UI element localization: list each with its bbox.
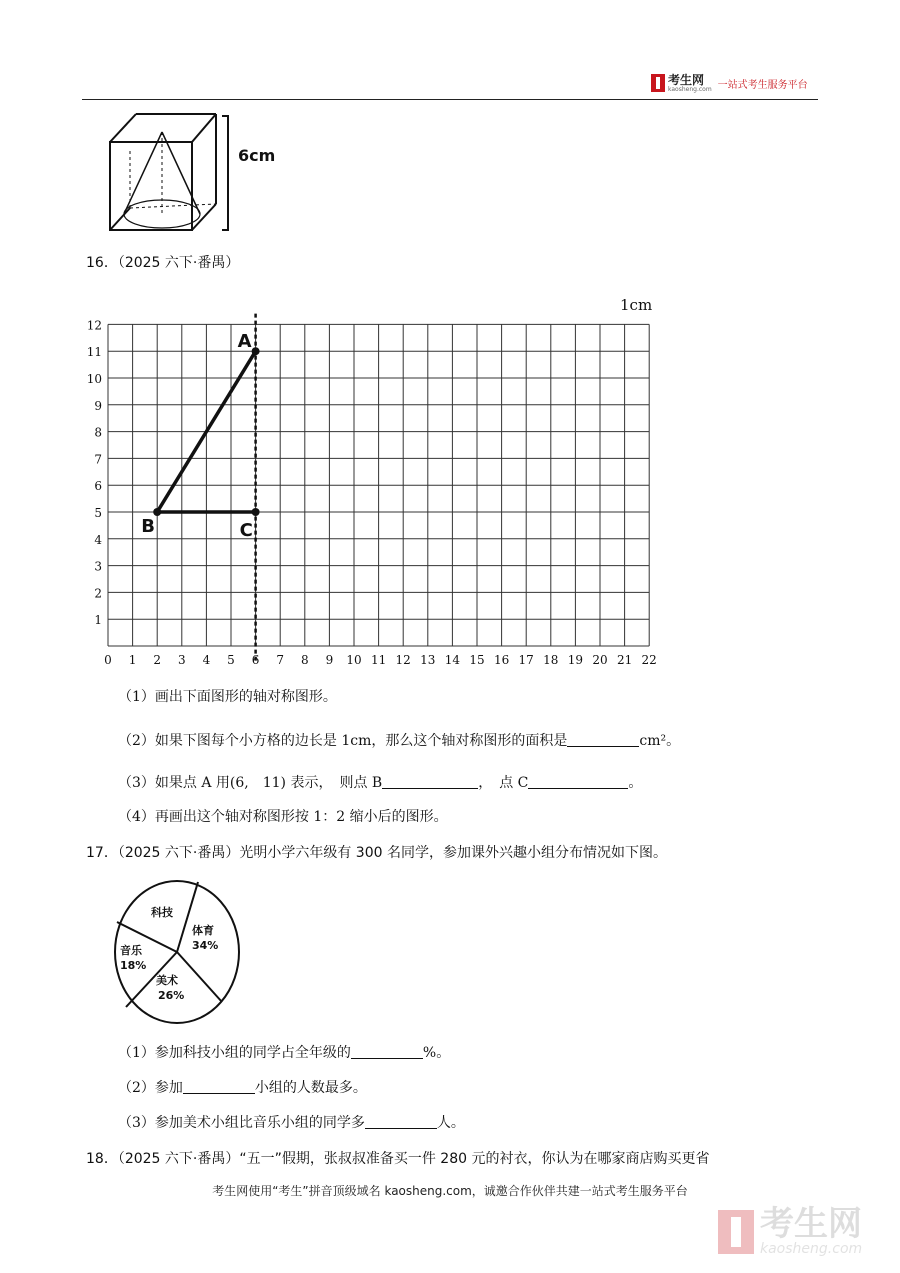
watermark-logo-icon (718, 1210, 754, 1254)
q16-area-blank[interactable] (567, 732, 639, 747)
x-tick-label: 19 (567, 653, 584, 667)
point-c-label: C (239, 520, 253, 541)
x-tick-label: 7 (276, 653, 285, 667)
x-tick-label: 6 (251, 653, 260, 667)
q16-part3-end: 。 (628, 775, 643, 791)
cube-dimension-label: 6cm (238, 146, 276, 165)
q17-largest-group-blank[interactable] (183, 1079, 255, 1094)
grid-unit-label: 1cm (620, 296, 653, 314)
q16-part3 (118, 772, 642, 792)
q18-title: 18．（2025 六下·番禺）“五一”假期，张叔叔准备买一件 280 元的衬衣，你认为在哪家商店购买更省 (86, 1151, 710, 1167)
x-tick-label: 2 (153, 653, 162, 667)
logo-sub: kaosheng.com (668, 85, 712, 93)
kaosheng-logo-icon (651, 74, 665, 92)
q17-part1-text: （1）参加科技小组的同学占全年级的 (118, 1045, 351, 1061)
point-b (153, 508, 161, 516)
watermark (718, 1204, 863, 1257)
pie-label-tech: 科技 (151, 906, 173, 919)
x-tick-label: 22 (641, 653, 657, 667)
x-tick-label: 14 (444, 653, 461, 667)
watermark-sub: kaosheng.com (760, 1241, 863, 1257)
q16-part3-mid: ， 点 C (478, 775, 529, 791)
y-tick-label: 1 (94, 613, 102, 628)
q17-tech-percent-blank[interactable] (351, 1044, 423, 1059)
q16-part4: （4）再画出这个轴对称图形按 1：2 缩小后的图形。 (118, 809, 448, 825)
pie-pct-sport: 34% (192, 939, 219, 952)
x-tick-label: 21 (616, 653, 633, 667)
cube-cone-figure (100, 108, 290, 236)
header-rule (82, 99, 818, 100)
pie-pct-music: 18% (120, 959, 147, 972)
q16-part2 (118, 730, 680, 750)
q16-part3-text: （3）如果点 A 用(6, 11) 表示， 则点 B (118, 775, 383, 791)
x-tick-label: 11 (370, 653, 387, 667)
x-tick-label: 8 (300, 653, 309, 667)
x-tick-label: 16 (493, 653, 510, 667)
x-tick-label: 9 (325, 653, 334, 667)
q17-part2-end: 小组的人数最多。 (254, 1080, 367, 1096)
watermark-name: 考生网 (760, 1204, 862, 1244)
pie-label-sport: 体育 (192, 924, 214, 937)
y-tick-label: 6 (94, 479, 102, 494)
point-a (252, 347, 260, 355)
x-tick-label: 15 (469, 653, 485, 667)
x-tick-label: 18 (543, 653, 559, 667)
y-tick-label: 9 (94, 398, 102, 413)
point-c (252, 508, 260, 516)
point-b-label: B (141, 516, 155, 537)
x-tick-label: 1 (128, 653, 137, 667)
q17-title: 17．（2025 六下·番禺）光明小学六年级有 300 名同学，参加课外兴趣小组分布情况如下图。 (86, 845, 667, 861)
x-tick-label: 0 (104, 653, 112, 667)
x-tick-label: 20 (592, 653, 608, 667)
q16-part2-text: （2）如果下图每个小方格的边长是 1cm，那么这个轴对称图形的面积是 (118, 733, 568, 749)
header-slogan: 一站式考生服务平台 (717, 79, 808, 91)
q17-difference-blank[interactable] (365, 1114, 437, 1129)
x-tick-label: 17 (518, 653, 534, 667)
q16-title: 16．（2025 六下·番禺） (86, 255, 240, 271)
q17-part2-text: （2）参加 (118, 1080, 183, 1096)
q16-part2-unit: cm²。 (639, 733, 681, 749)
y-tick-label: 2 (94, 586, 102, 601)
footer-text: 考生网使用“考生”拼音顶级域名 kaosheng.com，诚邀合作伙伴共建一站式考生服务平台 (212, 1184, 688, 1198)
q17-part3-unit: 人。 (436, 1115, 465, 1131)
q17-part3 (118, 1112, 465, 1132)
logo-name: 考生网 (668, 72, 705, 87)
pie-pct-art: 26% (158, 989, 185, 1002)
interest-group-pie-chart (108, 878, 248, 1028)
q17-part1 (118, 1042, 450, 1062)
y-tick-label: 3 (94, 559, 102, 574)
y-tick-label: 4 (94, 532, 102, 547)
y-tick-label: 5 (94, 506, 102, 520)
y-tick-label: 10 (86, 372, 102, 386)
y-tick-label: 11 (86, 345, 102, 360)
coordinate-grid[interactable] (84, 312, 674, 672)
q16-part1: （1）画出下面图形的轴对称图形。 (118, 689, 337, 705)
header-logo (651, 73, 808, 93)
pie-label-art: 美术 (156, 974, 178, 987)
y-tick-label: 12 (86, 318, 102, 333)
q16-point-c-blank[interactable] (528, 774, 628, 789)
x-tick-label: 5 (227, 653, 235, 667)
q17-part2 (118, 1077, 367, 1097)
y-tick-label: 7 (94, 452, 102, 467)
x-tick-label: 12 (395, 653, 411, 667)
q16-point-b-blank[interactable] (382, 774, 478, 789)
x-tick-label: 3 (177, 653, 186, 667)
pie-label-music: 音乐 (120, 944, 142, 957)
x-tick-label: 13 (420, 653, 436, 667)
q17-part1-unit: %。 (422, 1045, 451, 1061)
x-tick-label: 4 (202, 653, 211, 667)
y-tick-label: 8 (94, 425, 102, 440)
point-a-label: A (237, 331, 252, 353)
x-tick-label: 10 (346, 653, 362, 667)
q17-part3-text: （3）参加美术小组比音乐小组的同学多 (118, 1115, 365, 1131)
